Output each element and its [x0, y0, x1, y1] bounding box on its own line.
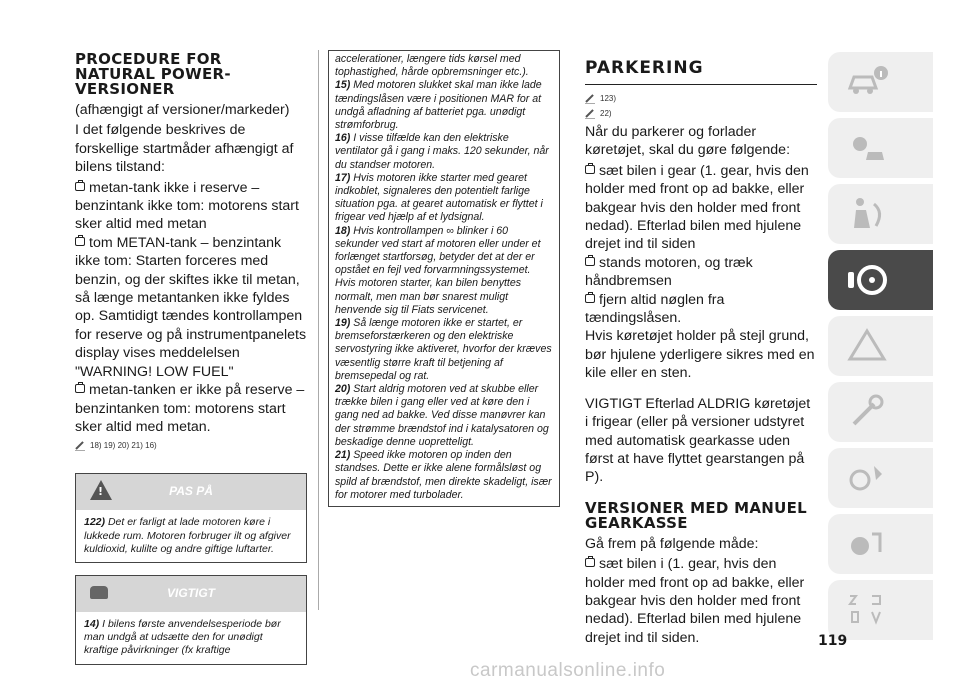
column-1 — [75, 52, 307, 665]
paragraph: Hvis køretøjet holder på stejl grund, bør hjulene yderligere sikres med en kile eller en sten. — [585, 328, 815, 382]
tab-lights[interactable] — [828, 118, 933, 178]
warning-box-header — [76, 474, 306, 510]
paragraph: I det følgende beskrives de forskellige startmåder afhængigt af bilens tilstand: — [75, 122, 294, 176]
important-box — [75, 575, 307, 665]
tab-safety[interactable] — [828, 184, 933, 244]
tab-multimedia[interactable] — [828, 514, 933, 574]
section-heading: PROCEDURE FOR NATURAL POWER-VERSIONER — [75, 50, 231, 98]
warning-title: PAS PÅ — [169, 484, 213, 499]
note-item: 19) Så længe motoren ikke er startet, er bremseforstærkeren og den elektriske servostyring ikke aktiveret, hvorfor der kræves væsentlig større kraft til betjening af bremsepedal og rat. — [335, 317, 552, 382]
paragraph: (afhængigt af versioner/markeder) — [75, 102, 290, 118]
column-3 — [585, 58, 817, 647]
page-number: 119 — [818, 633, 848, 649]
bullet-icon — [75, 182, 85, 191]
bullet-item: sæt bilen i (1. gear, hvis den holder med front op ad bakke, eller bakgear hvis den holder med front nedad). Efterlad bilen med hjulene drejet ind til siden. — [585, 556, 805, 646]
heading-rule — [585, 84, 817, 85]
note-item: 18) Hvis kontrollampen ∞ blinker i 60 sekunder ved start af motoren eller under et forlænget startforsøg, betyder det at der er opstået en fejl ved forvarmningssystemet. Hvis motoren starter, kan bilen benyttes normalt, men man bør snarest muligt henvende sig til Fiats servicenet. — [335, 224, 541, 316]
tab-dashboard-info[interactable] — [828, 52, 933, 112]
bullet-item: stands motoren, og træk håndbremsen — [585, 254, 753, 290]
steering-wheel-icon — [846, 262, 888, 296]
section-heading: PARKERING — [585, 58, 704, 78]
pen-icon — [585, 93, 596, 104]
car-info-icon — [846, 64, 888, 98]
bullet-item: fjern altid nøglen fra tændingslåsen. — [585, 291, 725, 327]
note-item: 21) Speed ikke motoren op inden den standses. Dette er ikke alene formålsløst og spild af brændstof, men direkte skadeligt, især for motorer med turbolader. — [335, 449, 552, 501]
maintenance-icon — [846, 460, 888, 494]
bullet-icon — [585, 294, 595, 303]
pen-icon — [75, 440, 86, 451]
column-divider — [318, 50, 319, 610]
subsection-heading: VERSIONER MED MANUEL GEARKASSE — [585, 498, 808, 532]
tab-starting-driving[interactable] — [828, 250, 933, 310]
note-continuation: accelerationer, længere tids kørsel med tophastighed, hårde opbremsninger etc.). — [335, 53, 529, 79]
warning-triangle-icon — [846, 328, 888, 362]
bullet-item: metan-tank ikke i reserve – benzintank ikke tom: motorens start sker altid med metan — [75, 179, 299, 233]
bullet-item: tom METAN-tank – benzintank ikke tom: Starten forceres med benzin, og der skiftes ikke til metan, så længe metantanken ikke fyldes op. Samtidigt tændes kontrollampen for reserve og på instrumentpanelets display vises meddelelsen "WARNING! LOW FUEL" — [75, 234, 307, 380]
seatbelt-icon — [846, 196, 888, 230]
important-title: VIGTIGT — [167, 585, 215, 600]
note-item: 16) I visse tilfælde kan den elektriske ventilator gå i gang i maks. 120 sekunder, når du standser motoren. — [335, 132, 549, 171]
chapter-tabs — [828, 52, 933, 646]
paragraph: Gå frem på følgende måde: — [585, 535, 759, 552]
bullet-icon — [585, 165, 595, 174]
important-box-header — [76, 576, 306, 612]
note-reference: 22) — [585, 108, 817, 119]
important-text: 14) I bilens første anvendelsesperiode bør man undgå at udsætte den for unødigt kraftige påvirkninger (fx kraftige — [84, 617, 281, 657]
note-references: 18) 19) 20) 21) 16) — [75, 440, 307, 451]
note-item: 15) Med motoren slukket skal man ikke lade tændingslåsen være i positionen MAR for at undgå afladning af batteriet pga. unødigt strømforbrug. — [335, 79, 542, 132]
music-icon — [846, 526, 888, 560]
tab-maintenance[interactable] — [828, 448, 933, 508]
warning-text: 122) Det er farligt at lade motoren køre i lukkede rum. Motoren forbruger ilt og afgiver kuldioxid, kulilte og andre giftige luftarter. — [84, 516, 291, 555]
bullet-item: sæt bilen i gear (1. gear, hvis den holder med front op ad bakke, eller bakgear hvis den holder med front nedad). Efterlad bilen med hjulene drejet ind til siden — [585, 162, 809, 253]
tab-index[interactable] — [828, 580, 933, 640]
warning-box — [75, 473, 307, 563]
lights-icon — [846, 130, 888, 164]
bullet-icon — [75, 384, 85, 393]
note-item: 20) Start aldrig motoren ved at skubbe eller trække bilen i gang eller ved at køre den i gang ned ad bakke. Ved disse manøvrer kan der strømme brændstof ind i katalysatoren og beskadige denne uopretteligt. — [335, 383, 549, 448]
note-reference: 123) — [585, 93, 817, 104]
bullet-item: metan-tanken er ikke på reserve – benzintanken tom: motorens start sker altid med metan. — [75, 382, 305, 435]
bullet-icon — [585, 257, 595, 266]
pen-icon — [585, 108, 596, 119]
tab-warning-lights[interactable] — [828, 316, 933, 376]
bullet-icon — [75, 237, 85, 246]
index-letters-icon — [846, 592, 888, 626]
paragraph: Når du parkerer og forlader køretøjet, skal du gøre følgende: — [585, 124, 791, 159]
wrench-icon — [846, 394, 888, 428]
paragraph: VIGTIGT Efterlad ALDRIG køretøjet i frigear (eller på versioner udstyret med automatisk gearkasse uden først at have flyttet gearstangen på P). — [585, 395, 811, 486]
note-item: 17) Hvis motoren ikke starter med gearet indkoblet, signaleres den potentielt farlige situation pga. at gearet automatisk er flyttet i frigear ved hjælp af et lydsignal. — [335, 171, 543, 224]
tab-emergency[interactable] — [828, 382, 933, 442]
bullet-icon — [585, 558, 595, 567]
watermark: carmanualsonline.info — [470, 660, 666, 681]
column-2 — [328, 50, 560, 507]
